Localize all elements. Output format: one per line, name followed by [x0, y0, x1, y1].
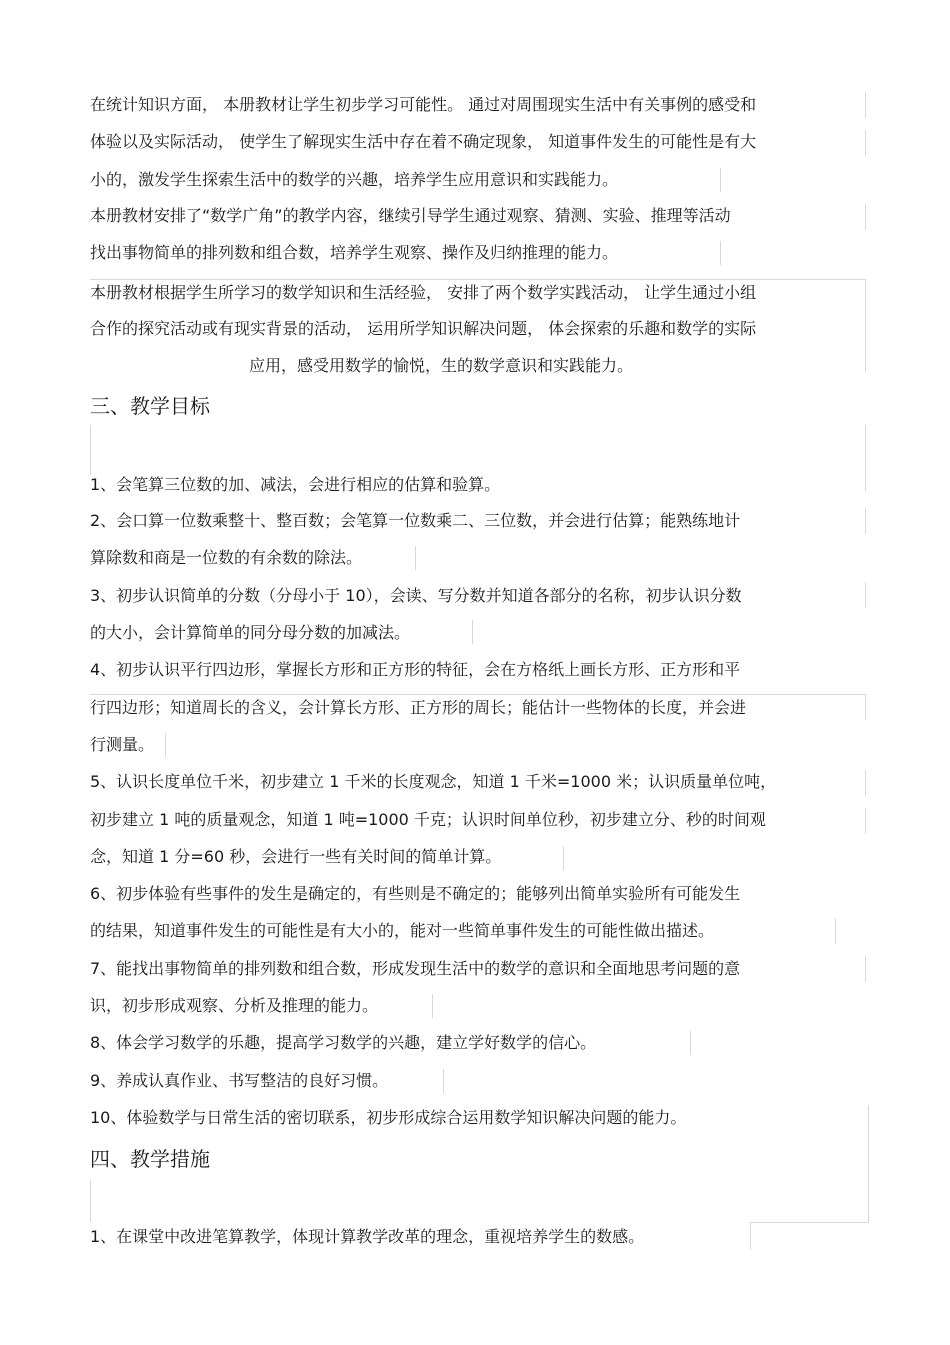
intro-p2-line: 找出事物简单的排列数和组合数，培养学生观察、操作及归纳推理的能力。	[90, 243, 619, 262]
intro-p3-line: 合作的探究活动或有现实背景的活动， 运用所学知识解决问题， 体会探索的乐趣和数学的实际	[90, 319, 757, 338]
intro-p1-line: 体验以及实际活动， 使学生了解现实生活中存在着不确定现象， 知道事件发生的可能性是有大	[90, 132, 757, 151]
goal-line: 5、认识长度单位千米，初步建立 1 千米的长度观念，知道 1 千米=1000 米；认识质量单位吨，	[90, 772, 777, 791]
cell-border	[868, 1105, 869, 1223]
goal-line: 8、体会学习数学的乐趣，提高学习数学的兴趣，建立学好数学的信心。	[90, 1033, 597, 1052]
intro-p2-line: 本册教材安排了“数学广角”的教学内容，继续引导学生通过观察、猜测、实验、推理等活动	[90, 206, 731, 225]
goal-line: 10、体验数学与日常生活的密切联系，初步形成综合运用数学知识解决问题的能力。	[90, 1108, 687, 1127]
cell-border	[865, 956, 866, 982]
goal-line: 的大小，会计算简单的同分母分数的加减法。	[90, 623, 411, 642]
cell-border	[835, 918, 836, 944]
cell-border	[865, 508, 866, 534]
goal-line: 3、初步认识简单的分数（分母小于 10），会读、写分数并知道各部分的名称，初步认识分数	[90, 586, 742, 605]
cell-border	[865, 204, 866, 230]
cell-border	[865, 582, 866, 608]
goal-line: 2、会口算一位数乘整十、整百数；会笔算一位数乘二、三位数，并会进行估算；能熟练地计	[90, 511, 741, 530]
goal-line: 4、初步认识平行四边形，掌握长方形和正方形的特征，会在方格纸上画长方形、正方形和平	[90, 660, 741, 679]
goal-line: 9、养成认真作业、书写整洁的良好习惯。	[90, 1071, 389, 1090]
measure-line: 1、在课堂中改进笔算教学，体现计算教学改革的理念，重视培养学生的数感。	[90, 1227, 645, 1246]
intro-p3-line: 应用，感受用数学的愉悦，生的数学意识和实践能力。	[249, 356, 634, 375]
cell-border	[90, 694, 866, 695]
goal-line: 6、初步体验有些事件的发生是确定的，有些则是不确定的；能够列出简单实验所有可能发生	[90, 884, 741, 903]
goal-line: 行四边形；知道周长的含义，会计算长方形、正方形的周长；能估计一些物体的长度，并会进	[90, 698, 747, 717]
goal-line: 行测量。	[90, 735, 155, 754]
cell-border	[472, 620, 473, 644]
cell-border	[720, 168, 721, 192]
section-heading: 四、教学措施	[90, 1147, 210, 1171]
cell-border	[720, 241, 721, 265]
cell-border	[865, 425, 866, 491]
goal-line: 算除数和商是一位数的有余数的除法。	[90, 548, 363, 567]
goal-line: 的结果，知道事件发生的可能性是有大小的，能对一些简单事件发生的可能性做出描述。	[90, 921, 715, 940]
goal-line: 初步建立 1 吨的质量观念，知道 1 吨=1000 千克；认识时间单位秒，初步建立分、秒的时间观	[90, 810, 766, 829]
goal-line: 1、会笔算三位数的加、减法，会进行相应的估算和验算。	[90, 475, 501, 494]
cell-border	[90, 1180, 91, 1222]
cell-border	[690, 1031, 691, 1055]
cell-border	[750, 1222, 751, 1250]
cell-border	[563, 846, 564, 870]
cell-border	[865, 808, 866, 834]
cell-border	[750, 1222, 869, 1223]
cell-border	[865, 92, 866, 118]
goal-line: 识，初步形成观察、分析及推理的能力。	[90, 996, 379, 1015]
section-heading: 三、教学目标	[90, 394, 210, 418]
intro-p1-line: 在统计知识方面， 本册教材让学生初步学习可能性。 通过对周围现实生活中有关事例的感受和	[90, 95, 757, 114]
cell-border	[90, 279, 866, 280]
goal-line: 7、能找出事物简单的排列数和组合数，形成发现生活中的数学的意识和全面地思考问题的意	[90, 959, 741, 978]
cell-border	[865, 770, 866, 796]
cell-border	[415, 546, 416, 570]
goal-line: 念，知道 1 分=60 秒，会进行一些有关时间的简单计算。	[90, 847, 502, 866]
cell-border	[443, 1069, 444, 1093]
intro-p1-line: 小的，激发学生探索生活中的数学的兴趣，培养学生应用意识和实践能力。	[90, 170, 619, 189]
cell-border	[865, 694, 866, 720]
cell-border	[865, 280, 866, 372]
cell-border	[90, 425, 91, 475]
cell-border	[865, 130, 866, 156]
cell-border	[165, 733, 166, 757]
cell-border	[432, 994, 433, 1018]
intro-p3-line: 本册教材根据学生所学习的数学知识和生活经验， 安排了两个数学实践活动， 让学生通过小组	[90, 283, 757, 302]
